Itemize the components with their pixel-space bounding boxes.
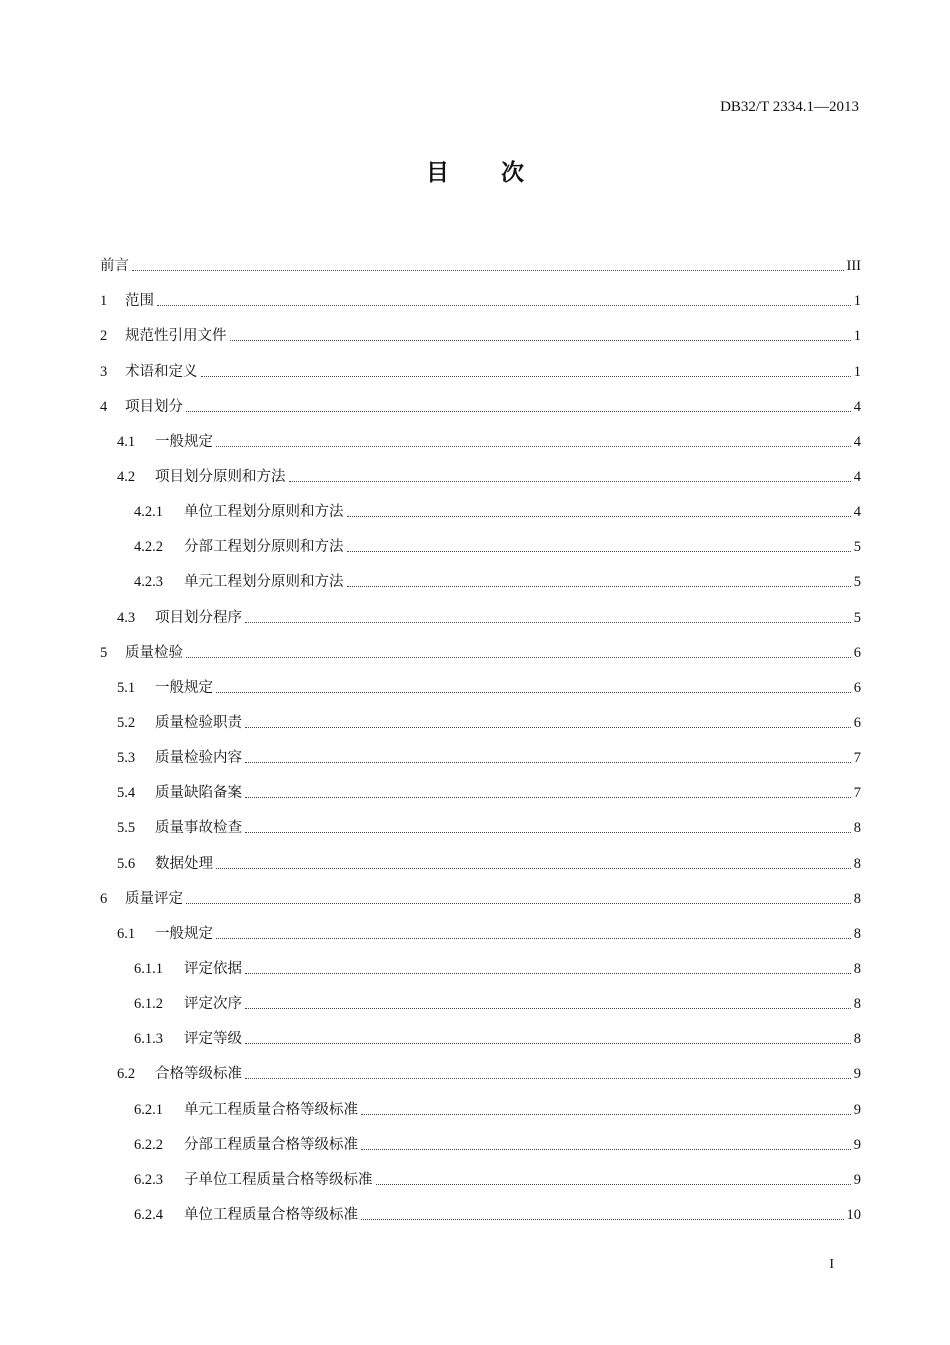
toc-entry[interactable] bbox=[100, 767, 861, 802]
toc-dot-leader bbox=[245, 1008, 851, 1009]
toc-entry-label: 范围 bbox=[125, 293, 154, 310]
toc-entry[interactable] bbox=[100, 275, 861, 310]
toc-dot-leader bbox=[186, 903, 851, 904]
toc-entry-label: 合格等级标准 bbox=[155, 1066, 242, 1083]
toc-dot-leader bbox=[245, 727, 851, 728]
page-number: I bbox=[829, 1257, 834, 1272]
toc-entry-page: 1 bbox=[853, 293, 861, 310]
toc-entry-number: 1 bbox=[100, 293, 108, 310]
toc-dot-leader bbox=[347, 586, 851, 587]
toc-entry[interactable] bbox=[100, 1189, 861, 1224]
toc-entry-number: 3 bbox=[100, 363, 108, 380]
toc-entry-number: 4.2.3 bbox=[134, 574, 163, 591]
toc-entry-number: 4.2 bbox=[117, 468, 136, 485]
toc-entry-number: 6.1.1 bbox=[134, 960, 163, 977]
toc-entry-label: 一般规定 bbox=[155, 925, 213, 942]
toc-dot-leader bbox=[361, 1219, 844, 1220]
toc-entry-label: 质量事故检查 bbox=[155, 820, 242, 837]
toc-dot-leader bbox=[216, 938, 851, 939]
toc-entry[interactable] bbox=[100, 732, 861, 767]
toc-dot-leader bbox=[245, 973, 851, 974]
toc-entry-page: 8 bbox=[853, 820, 861, 837]
toc-entry-number: 6.1.3 bbox=[134, 1031, 163, 1048]
toc-entry[interactable] bbox=[100, 802, 861, 837]
table-of-contents bbox=[100, 240, 861, 1224]
toc-entry[interactable] bbox=[100, 908, 861, 943]
toc-title bbox=[0, 154, 950, 187]
toc-entry[interactable] bbox=[100, 591, 861, 626]
toc-entry[interactable] bbox=[100, 697, 861, 732]
toc-dot-leader bbox=[216, 446, 851, 447]
toc-entry-label: 规范性引用文件 bbox=[125, 328, 227, 345]
toc-entry-page: 9 bbox=[853, 1136, 861, 1153]
toc-entry[interactable] bbox=[100, 556, 861, 591]
toc-entry-number: 6.2.3 bbox=[134, 1171, 163, 1188]
toc-entry-page: 1 bbox=[853, 328, 861, 345]
toc-dot-leader bbox=[376, 1184, 851, 1185]
toc-entry-page: 4 bbox=[853, 504, 861, 521]
toc-entry-label: 项目划分 bbox=[125, 398, 183, 415]
toc-entry-page: 9 bbox=[853, 1066, 861, 1083]
toc-entry-page: 8 bbox=[853, 890, 861, 907]
toc-entry-label: 单位工程划分原则和方法 bbox=[184, 504, 344, 521]
toc-entry-page: 8 bbox=[853, 996, 861, 1013]
toc-entry-page: 5 bbox=[853, 539, 861, 556]
toc-dot-leader bbox=[245, 1078, 851, 1079]
toc-dot-leader bbox=[289, 481, 851, 482]
toc-dot-leader bbox=[245, 797, 851, 798]
toc-dot-leader bbox=[361, 1149, 851, 1150]
toc-dot-leader bbox=[347, 551, 851, 552]
toc-entry-label: 项目划分原则和方法 bbox=[155, 468, 286, 485]
toc-dot-leader bbox=[186, 657, 851, 658]
toc-entry[interactable] bbox=[100, 451, 861, 486]
toc-entry-page: 1 bbox=[853, 363, 861, 380]
toc-entry-page: 8 bbox=[853, 960, 861, 977]
toc-entry-number: 5.3 bbox=[117, 750, 136, 767]
toc-entry[interactable] bbox=[100, 521, 861, 556]
toc-dot-leader bbox=[230, 340, 851, 341]
toc-entry-page: 6 bbox=[853, 644, 861, 661]
toc-entry[interactable] bbox=[100, 1048, 861, 1083]
toc-entry-label: 单元工程划分原则和方法 bbox=[184, 574, 344, 591]
toc-entry-page: 9 bbox=[853, 1101, 861, 1118]
toc-dot-leader bbox=[132, 270, 844, 271]
toc-entry-page: 4 bbox=[853, 398, 861, 415]
toc-entry-number: 6.2.2 bbox=[134, 1136, 163, 1153]
toc-entry[interactable] bbox=[100, 381, 861, 416]
toc-entry-label: 分部工程划分原则和方法 bbox=[184, 539, 344, 556]
toc-entry-label: 质量检验 bbox=[125, 644, 183, 661]
toc-entry-number: 4 bbox=[100, 398, 108, 415]
toc-entry[interactable] bbox=[100, 416, 861, 451]
toc-entry[interactable] bbox=[100, 873, 861, 908]
toc-entry-label: 一般规定 bbox=[155, 679, 213, 696]
toc-dot-leader bbox=[216, 692, 851, 693]
toc-entry-number: 4.3 bbox=[117, 609, 136, 626]
toc-entry-page: 7 bbox=[853, 785, 861, 802]
toc-entry-page: 5 bbox=[853, 574, 861, 591]
toc-dot-leader bbox=[216, 868, 851, 869]
toc-entry[interactable] bbox=[100, 345, 861, 380]
toc-entry[interactable] bbox=[100, 1154, 861, 1189]
toc-entry-page: 5 bbox=[853, 609, 861, 626]
toc-entry[interactable] bbox=[100, 240, 861, 275]
toc-entry-number: 5.2 bbox=[117, 714, 136, 731]
toc-entry[interactable] bbox=[100, 943, 861, 978]
toc-entry-page: 6 bbox=[853, 714, 861, 731]
toc-entry-page: 8 bbox=[853, 855, 861, 872]
toc-entry-label: 数据处理 bbox=[155, 855, 213, 872]
toc-entry[interactable] bbox=[100, 1119, 861, 1154]
toc-dot-leader bbox=[245, 762, 851, 763]
toc-entry[interactable] bbox=[100, 837, 861, 872]
toc-entry-label: 评定次序 bbox=[184, 996, 242, 1013]
toc-entry-label: 前言 bbox=[100, 258, 129, 275]
document-code: DB32/T 2334.1—2013 bbox=[720, 99, 859, 115]
toc-entry-label: 术语和定义 bbox=[125, 363, 198, 380]
toc-dot-leader bbox=[245, 1043, 851, 1044]
toc-dot-leader bbox=[347, 516, 851, 517]
toc-entry-number: 6.2.1 bbox=[134, 1101, 163, 1118]
toc-dot-leader bbox=[245, 622, 851, 623]
toc-dot-leader bbox=[157, 305, 851, 306]
toc-entry-page: 10 bbox=[846, 1206, 861, 1223]
toc-entry-number: 6.1 bbox=[117, 925, 136, 942]
toc-entry-label: 一般规定 bbox=[155, 433, 213, 450]
toc-entry-label: 单位工程质量合格等级标准 bbox=[184, 1206, 358, 1223]
toc-title-char-2: 次 bbox=[501, 160, 524, 186]
toc-entry[interactable] bbox=[100, 1013, 861, 1048]
toc-dot-leader bbox=[245, 832, 851, 833]
toc-entry-label: 项目划分程序 bbox=[155, 609, 242, 626]
toc-title-char-1: 目 bbox=[426, 160, 449, 186]
toc-entry-label: 评定等级 bbox=[184, 1031, 242, 1048]
toc-entry-number: 6.1.2 bbox=[134, 996, 163, 1013]
toc-entry-label: 子单位工程质量合格等级标准 bbox=[184, 1171, 373, 1188]
toc-dot-leader bbox=[361, 1114, 851, 1115]
toc-entry[interactable] bbox=[100, 978, 861, 1013]
toc-entry-page: 9 bbox=[853, 1171, 861, 1188]
toc-entry-number: 4.1 bbox=[117, 433, 136, 450]
toc-entry-page: 7 bbox=[853, 750, 861, 767]
toc-entry-number: 6.2 bbox=[117, 1066, 136, 1083]
toc-entry-label: 分部工程质量合格等级标准 bbox=[184, 1136, 358, 1153]
toc-entry-page: 8 bbox=[853, 925, 861, 942]
toc-entry-label: 单元工程质量合格等级标准 bbox=[184, 1101, 358, 1118]
toc-entry-number: 5 bbox=[100, 644, 108, 661]
toc-dot-leader bbox=[201, 376, 851, 377]
toc-dot-leader bbox=[186, 411, 851, 412]
toc-entry-number: 4.2.2 bbox=[134, 539, 163, 556]
toc-entry[interactable] bbox=[100, 1083, 861, 1118]
toc-entry-number: 5.1 bbox=[117, 679, 136, 696]
toc-entry-number: 5.5 bbox=[117, 820, 136, 837]
toc-entry-label: 质量检验职责 bbox=[155, 714, 242, 731]
toc-entry[interactable] bbox=[100, 627, 861, 662]
toc-entry-number: 6 bbox=[100, 890, 108, 907]
toc-entry-label: 质量评定 bbox=[125, 890, 183, 907]
toc-entry-page: III bbox=[846, 258, 861, 275]
toc-entry-number: 2 bbox=[100, 328, 108, 345]
toc-entry-label: 质量缺陷备案 bbox=[155, 785, 242, 802]
toc-entry-page: 8 bbox=[853, 1031, 861, 1048]
toc-entry[interactable] bbox=[100, 486, 861, 521]
toc-entry-number: 4.2.1 bbox=[134, 504, 163, 521]
toc-entry-page: 6 bbox=[853, 679, 861, 696]
toc-entry[interactable] bbox=[100, 662, 861, 697]
toc-entry-label: 评定依据 bbox=[184, 960, 242, 977]
toc-entry-page: 4 bbox=[853, 468, 861, 485]
toc-entry-page: 4 bbox=[853, 433, 861, 450]
toc-entry[interactable] bbox=[100, 310, 861, 345]
toc-entry-number: 6.2.4 bbox=[134, 1206, 163, 1223]
toc-entry-number: 5.6 bbox=[117, 855, 136, 872]
toc-entry-number: 5.4 bbox=[117, 785, 136, 802]
toc-entry-label: 质量检验内容 bbox=[155, 750, 242, 767]
